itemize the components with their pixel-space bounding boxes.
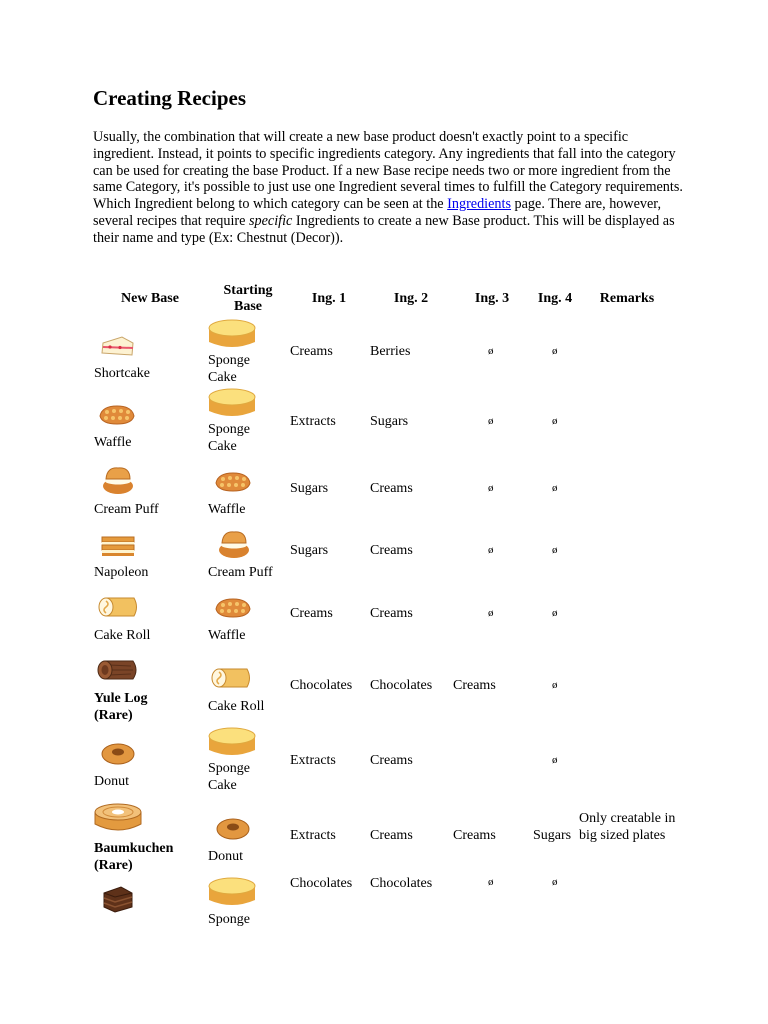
row-1-ing-3: ø: [488, 345, 494, 357]
row-6-ing-4: ø: [552, 679, 558, 691]
chocolate-cake-icon: [101, 885, 135, 913]
row-9-ing-2: Chocolates: [370, 876, 433, 891]
waffle-icon: [98, 404, 136, 426]
row-9-starting-base: Sponge: [208, 912, 250, 927]
row-5-new-base: Cake Roll: [94, 628, 151, 643]
header-starting-base: Starting Base: [223, 283, 273, 314]
row-8-ing-1: Extracts: [290, 828, 336, 843]
row-2-new-base: Waffle: [94, 435, 132, 450]
donut-icon: [215, 816, 251, 840]
row-9-ing-3: ø: [488, 876, 494, 888]
donut-icon: [100, 741, 136, 765]
row-1-ing-1: Creams: [290, 344, 333, 359]
header-remarks: Remarks: [599, 291, 655, 306]
cream-puff-icon: [217, 529, 251, 559]
row-5-ing-2: Creams: [370, 606, 413, 621]
row-8-remarks: Only creatable in big sized plates: [579, 811, 676, 843]
row-7-new-base: Donut: [94, 774, 129, 789]
shortcake-icon: [100, 333, 136, 357]
row-7-ing-1: Extracts: [290, 753, 336, 768]
cake-roll-icon: [96, 595, 140, 619]
row-4-ing-4: ø: [552, 544, 558, 556]
sponge-cake-icon: [207, 876, 257, 910]
row-7-ing-2: Creams: [370, 753, 413, 768]
waffle-icon: [214, 597, 252, 619]
row-9-ing-1: Chocolates: [290, 876, 353, 891]
intro-emphasis: specific: [248, 212, 293, 229]
row-1-ing-2: Berries: [370, 344, 411, 359]
header-ing-4: Ing. 4: [537, 291, 573, 306]
row-1-ing-4: ø: [552, 345, 558, 357]
baumkuchen-icon: [93, 802, 143, 836]
row-6-starting-base: Cake Roll: [208, 699, 265, 714]
row-2-starting-base: Sponge Cake: [208, 422, 250, 454]
row-4-ing-3: ø: [488, 544, 494, 556]
row-6-ing-1: Chocolates: [290, 678, 353, 693]
row-5-starting-base: Waffle: [208, 628, 246, 643]
row-3-ing-2: Creams: [370, 481, 413, 496]
row-6-new-base: Yule Log (Rare): [94, 691, 148, 723]
sponge-cake-icon: [207, 726, 257, 760]
napoleon-icon: [100, 533, 136, 557]
row-4-ing-2: Creams: [370, 543, 413, 558]
row-8-ing-2: Creams: [370, 828, 413, 843]
row-5-ing-4: ø: [552, 607, 558, 619]
row-6-ing-2: Chocolates: [370, 678, 433, 693]
ingredients-link[interactable]: Ingredients: [447, 196, 511, 213]
row-2-ing-4: ø: [552, 415, 558, 427]
row-3-new-base: Cream Puff: [94, 502, 159, 517]
intro-text-2: page. There are, however, several recipes that require: [93, 196, 662, 229]
yule-log-icon: [95, 657, 141, 683]
header-new-base: New Base: [121, 291, 179, 306]
page-title: Creating Recipes: [93, 86, 246, 110]
row-4-starting-base: Cream Puff: [208, 565, 273, 580]
row-8-ing-3: Creams: [453, 828, 496, 843]
row-7-ing-4: ø: [552, 754, 558, 766]
row-3-ing-4: ø: [552, 482, 558, 494]
intro-text-1: Usually, the combination that will create a new base product doesn't exactly point to a specific ingredient. Instead, it points to specific ingredients category. Any ingredients that fall into the category can be used for creating the base Product. If a new Base recipe needs two or more ingredient from the same Category, it's possible to just use one Ingredient several times to fulfill the Category requirements. Which Ingredient belong to which category can be seen at the: [93, 129, 683, 213]
row-9-ing-4: ø: [552, 876, 558, 888]
row-3-ing-1: Sugars: [290, 481, 329, 496]
row-6-ing-3: Creams: [453, 678, 496, 693]
header-ing-2: Ing. 2: [393, 291, 429, 306]
header-ing-1: Ing. 1: [311, 291, 347, 306]
row-4-new-base: Napoleon: [94, 565, 149, 580]
row-2-ing-1: Extracts: [290, 414, 336, 429]
row-8-ing-4: Sugars: [533, 828, 572, 843]
row-7-starting-base: Sponge Cake: [208, 761, 250, 793]
row-8-new-base: Baumkuchen (Rare): [94, 841, 174, 873]
row-2-ing-3: ø: [488, 415, 494, 427]
waffle-icon: [214, 471, 252, 493]
intro-paragraph: [93, 129, 683, 247]
cream-puff-icon: [101, 465, 135, 495]
row-3-starting-base: Waffle: [208, 502, 246, 517]
sponge-cake-icon: [207, 387, 257, 421]
sponge-cake-icon: [207, 318, 257, 352]
row-4-ing-1: Sugars: [290, 543, 329, 558]
row-3-ing-3: ø: [488, 482, 494, 494]
row-5-ing-3: ø: [488, 607, 494, 619]
row-8-starting-base: Donut: [208, 849, 243, 864]
header-ing-3: Ing. 3: [474, 291, 510, 306]
row-5-ing-1: Creams: [290, 606, 333, 621]
row-1-new-base: Shortcake: [94, 366, 150, 381]
row-1-starting-base: Sponge Cake: [208, 353, 250, 385]
intro-text-3: Ingredients to create a new Base product. This will be displayed as their name and type (Ex: Chestnut (Decor)).: [93, 212, 675, 246]
row-2-ing-2: Sugars: [370, 414, 409, 429]
cake-roll-icon: [209, 666, 253, 690]
